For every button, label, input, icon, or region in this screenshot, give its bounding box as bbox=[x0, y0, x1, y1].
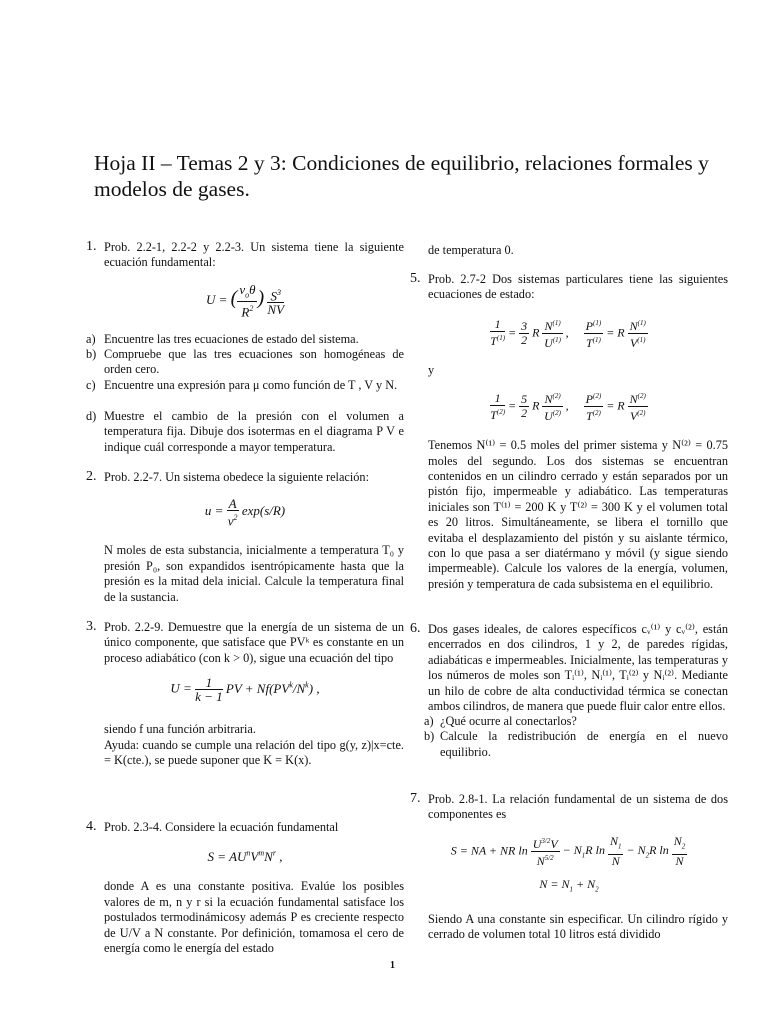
conjunction: y bbox=[428, 362, 435, 377]
equation-2: $N = N_1 + N_2$ bbox=[539, 876, 599, 894]
problem-text: Prob. 2.8-1. La relación fundamental de un sistema de dos componentes es bbox=[428, 792, 728, 822]
subitem-d: d) Muestre el cambio de la presión con el volumen a temperatura fija. Dibuje dos isotermas en el diagrama P V e indique cuál corresponde a mayor temperatura. bbox=[86, 409, 404, 454]
problem-number: 2. bbox=[86, 469, 97, 484]
problem-5 bbox=[410, 272, 728, 592]
problem-number: 7. bbox=[410, 791, 421, 806]
subitem-a: a) Encuentre las tres ecuaciones de estado del sistema. bbox=[86, 332, 359, 346]
subitem-b: b) Compruebe que las tres ecuaciones son homogéneas de orden cero. bbox=[86, 347, 404, 377]
problem-text: Dos gases ideales, de calores específicos cᵥ⁽¹⁾ y cᵥ⁽²⁾, están encerrados en dos cilindros, 1 y 2, de paredes rígidas, adiabáticas e impermeables. Inicialmente, las temperaturas y los números de moles son Tᵢ⁽¹⁾, Nᵢ⁽¹⁾, Tᵢ⁽²⁾ y Nᵢ⁽²⁾. Mediante un hilo de cobre de alta conductividad térmica se conectan ambos cilindros, de manera que puede fluir calor entre ellos. bbox=[428, 622, 728, 714]
problem-number: 6. bbox=[410, 621, 421, 636]
equation: u = $\frac{A}{v^2}$ exp(s/R) bbox=[204, 496, 286, 529]
problem-6 bbox=[410, 622, 728, 760]
problem-body: Tenemos N⁽¹⁾ = 0.5 moles del primer sistema y N⁽²⁾ = 0.75 moles del segundo. Los dos sistemas se encuentran contenidos en un cilindro cerrado y están separados por un pistón fijo, impermeable y adiabático. Las temperaturas iniciales son T⁽¹⁾ = 200 K y T⁽²⁾ = 300 K y el volumen total es 20 litros. Simultáneamente, se libera el tornillo que evitaba el desplazamiento del pistón y su aislante térmico, con lo que pasa a ser diatérmano y móvil (y sigue siendo impermeable). Calcule los valores de la energía, volumen, presión y temperatura de cada subsistema en el equilibrio. bbox=[428, 438, 728, 591]
problem-body: donde A es una constante positiva. Evalúe los posibles valores de m, n y r si la ecuación fundamental satisface los postulados termodinámicosy además P es creciente respecto de U/V a N constante. Por definición, tomamosa el cero de energía como le energía del estado bbox=[104, 879, 404, 956]
equation-2: $\frac{1}{T^{(2)}}$ = $\frac{5}{2}$ R $\frac{N^{(2)}}{U^{(2)}}$ , $\frac{P^{(2)}}{T^{(2)}}$ = R $\frac{N^{(2)}}{V^{(2)}}$ bbox=[490, 390, 646, 424]
subitem-b: b) Calcule la redistribución de energía en el nuevo equilibrio. bbox=[424, 729, 728, 759]
problem-number: 3. bbox=[86, 619, 97, 634]
problem-number: 4. bbox=[86, 819, 97, 834]
equation: $S = AU^nV^mN^r$ , bbox=[207, 848, 283, 864]
problem-text: Prob. 2.2-7. Un sistema obedece la siguiente relación: bbox=[104, 470, 369, 484]
equation: U = $\frac{1}{k - 1}$ PV + $Nf(PV^k/N^k)$ , bbox=[170, 675, 320, 705]
equation: U = ( $\frac{v_o\theta}{R^2}$ ) $\frac{S^3}{NV}$ bbox=[205, 281, 285, 320]
problem-4 bbox=[86, 820, 404, 956]
problem-body: N moles de esta substancia, inicialmente a temperatura T₀ y presión P₀, son expandidos isentrópicamente hasta que la presión es la mitad dela inicial. Calcule la temperatura final de la sustancia. bbox=[104, 543, 404, 604]
problem-text: Prob. 2.2-1, 2.2-2 y 2.2-3. Un sistema tiene la siguiente ecuación fundamental: bbox=[104, 240, 404, 270]
problem-1 bbox=[86, 239, 404, 454]
subitem-a: a) ¿Qué ocurre al conectarlos? bbox=[424, 714, 577, 729]
problem-body: Siendo A una constante sin especificar. Un cilindro rígido y cerrado de volumen total 10 litros está dividido bbox=[428, 911, 728, 942]
equation-1: $\frac{1}{T^{(1)}}$ = $\frac{3}{2}$ R $\frac{N^{(1)}}{U^{(1)}}$ , $\frac{P^{(1)}}{T^{(1)}}$ = R $\frac{N^{(1)}}{V^{(1)}}$ bbox=[490, 317, 646, 350]
problem-3 bbox=[86, 620, 404, 768]
page-number: 1 bbox=[390, 960, 395, 971]
subitem-c: c) Encuentre una expresión para μ como función de T , V y N. bbox=[86, 378, 398, 392]
problem-4-continuation: de temperatura 0. bbox=[428, 243, 514, 257]
equation-1: S = NA + NR ln $\frac{U^{3/2}V}{N^{5/2}}$ − $N_1R$ ln $\frac{N_1}{N}$ − $N_2R$ ln $\frac{N_2}{N}$ bbox=[450, 834, 686, 868]
problem-help: Ayuda: cuando se cumple una relación del tipo g(y, z)|x=cte. = K(cte.), se puede suponer que K = K(x). bbox=[104, 737, 404, 768]
problem-body: siendo f una función arbitraria. bbox=[104, 722, 256, 737]
problem-text: Prob. 2.3-4. Considere la ecuación fundamental bbox=[104, 820, 339, 834]
problem-number: 5. bbox=[410, 271, 421, 286]
problem-7 bbox=[410, 792, 728, 942]
problem-text: Prob. 2.7-2 Dos sistemas particulares tiene las siguientes ecuaciones de estado: bbox=[428, 272, 728, 302]
problem-number: 1. bbox=[86, 239, 97, 254]
problem-2 bbox=[86, 470, 404, 605]
page-title: Hoja II – Temas 2 y 3: Condiciones de equilibrio, relaciones formales y modelos de gases. bbox=[94, 151, 709, 201]
problem-text: Prob. 2.2-9. Demuestre que la energía de un sistema de un único componente, que satisface que PVᵏ es constante en un proceso adiabático (con k > 0), sigue una ecuación del tipo bbox=[104, 620, 404, 665]
